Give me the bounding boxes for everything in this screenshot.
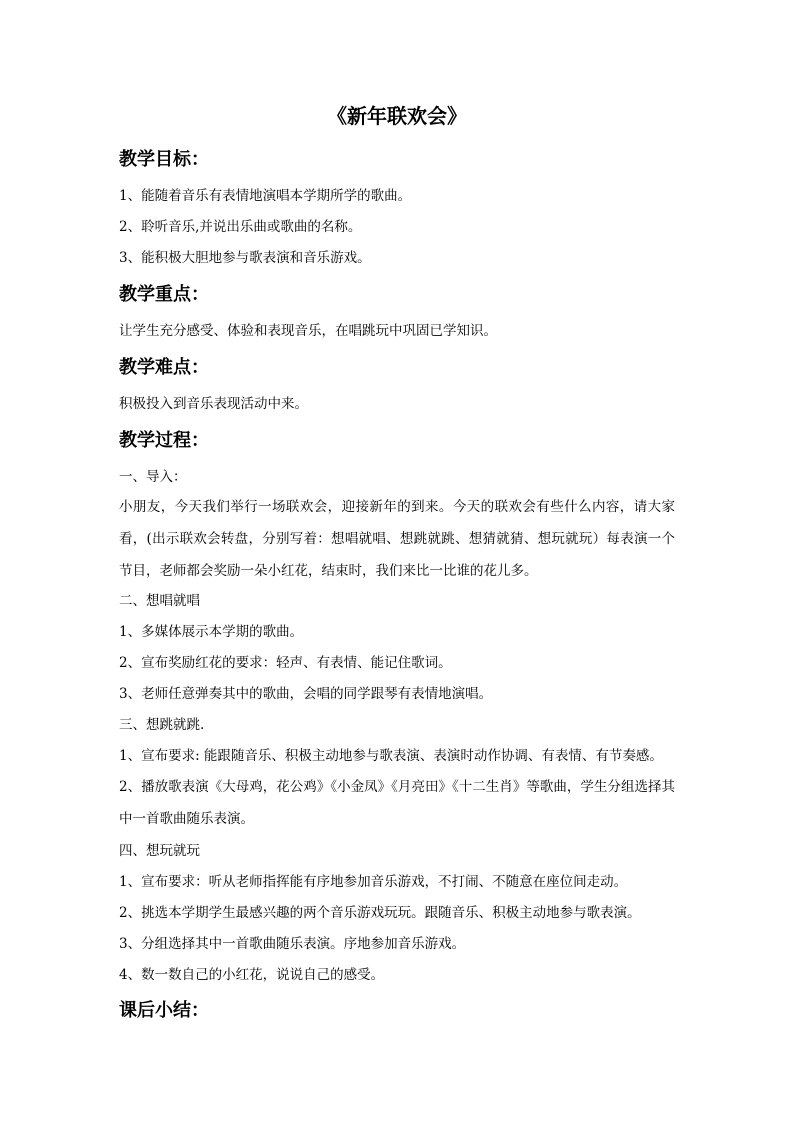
play-item: 4、数一数自己的小红花，说说自己的感受。 <box>119 967 385 983</box>
process-heading: 教学过程： <box>119 430 209 451</box>
play-item: 2、挑选本学期学生最感兴趣的两个音乐游戏玩玩。跟随音乐、积极主动地参与歌表演。 <box>119 905 641 921</box>
difficulty-text: 积极投入到音乐表现活动中来。 <box>119 396 308 412</box>
difficulty-heading: 教学难点： <box>119 357 209 378</box>
section-title-intro: 一、导入： <box>119 469 187 485</box>
play-item: 3、分组选择其中一首歌曲随乐表演。序地参加音乐游戏。 <box>119 936 466 952</box>
section-title-play: 四、想玩就玩 <box>119 843 200 859</box>
sing-item: 1、多媒体展示本学期的歌曲。 <box>119 624 304 640</box>
goal-item: 3、能积极大胆地参与歌表演和音乐游戏。 <box>119 250 371 266</box>
section-title-dance: 三、想跳就跳. <box>119 717 205 733</box>
dance-item: 2、播放歌表演《大母鸡，花公鸡》《小金凤》《月亮田》《十二生肖》等歌曲，学生分组选择其中一首歌曲随乐表演。 <box>119 779 675 827</box>
play-item: 1、宣布要求：听从老师指挥能有序地参加音乐游戏，不打闹、不随意在座位间走动。 <box>119 874 628 890</box>
goals-heading: 教学目标： <box>119 149 209 170</box>
dance-item: 1、宣布要求: 能跟随音乐、积极主动地参与歌表演、表演时动作协调、有表情、有节奏感。 <box>119 748 663 764</box>
goal-item: 1、能随着音乐有表情地演唱本学期所学的歌曲。 <box>119 188 412 204</box>
key-heading: 教学重点： <box>119 284 209 305</box>
key-text: 让学生充分感受、体验和表现音乐，在唱跳玩中巩固已学知识。 <box>119 323 497 339</box>
goal-item: 2、聆听音乐,并说出乐曲或歌曲的名称。 <box>119 219 362 235</box>
sing-item: 2、宣布奖励红花的要求：轻声、有表情、能记住歌词。 <box>119 655 452 671</box>
sing-item: 3、老师任意弹奏其中的歌曲，会唱的同学跟琴有表情地演唱。 <box>119 686 493 702</box>
intro-paragraph: 小朋友，今天我们举行一场联欢会，迎接新年的到来。今天的联欢会有些什么内容，请大家看，(出示联欢会转盘，分别写着：想唱就唱、想跳就跳、想猜就猜、想玩就玩）每表演一个节目，老师都会奖励一朵小红花，结束时，我们来比一比谁的花儿多。 <box>119 499 675 579</box>
page-title: 《新年联欢会》 <box>327 104 467 128</box>
summary-heading: 课后小结： <box>119 1000 209 1021</box>
section-title-sing: 二、想唱就唱 <box>119 593 200 609</box>
